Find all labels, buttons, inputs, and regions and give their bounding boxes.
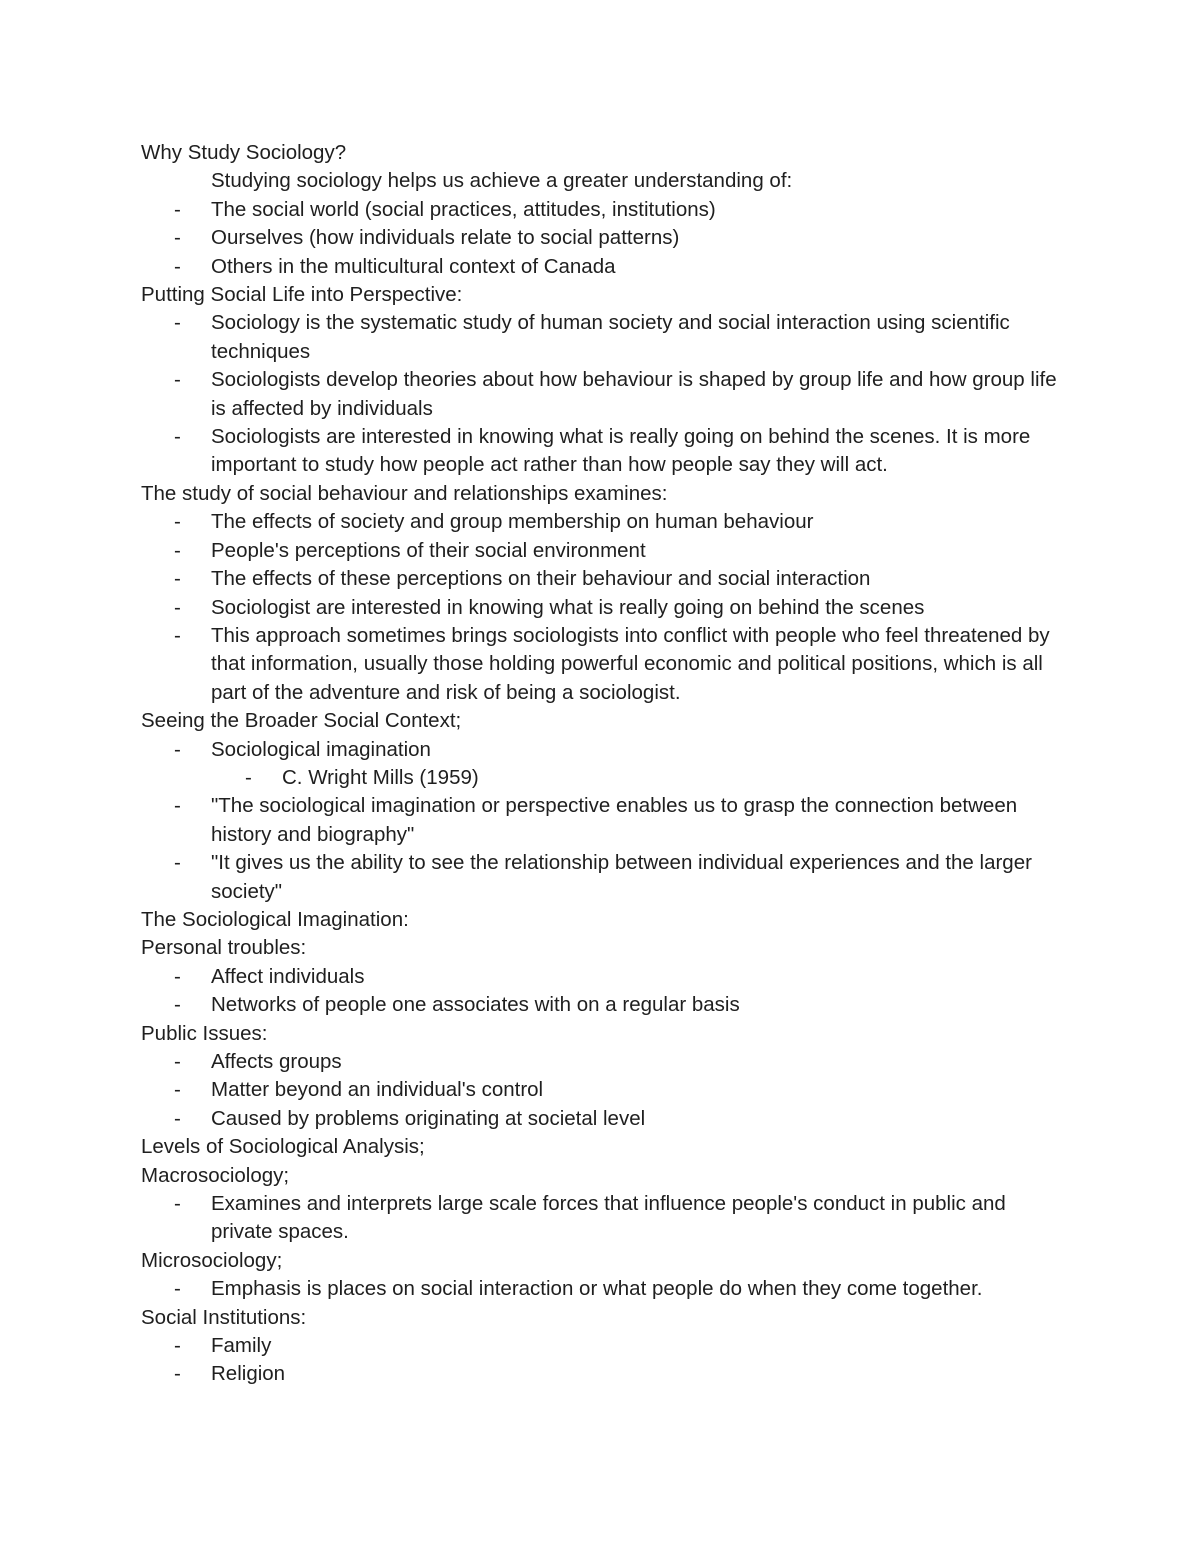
list-item-text: The effects of these perceptions on their behaviour and social interaction (211, 567, 871, 591)
sub-list-item (141, 764, 1071, 792)
list-item-text: C. Wright Mills (1959) (282, 765, 479, 789)
list-item (141, 622, 1071, 707)
list-item-text: Matter beyond an individual's control (211, 1078, 544, 1102)
bullet-dash: - (174, 254, 181, 278)
list-item (141, 537, 1071, 565)
list-item (141, 1190, 1071, 1247)
bullet-dash: - (174, 1106, 181, 1130)
bullet-dash: - (174, 425, 181, 449)
section-heading: Levels of Sociological Analysis; (141, 1135, 425, 1159)
list-item-text: This approach sometimes brings sociologists into conflict with people who feel threatened by that information, usually those holding powerful economic and political positions, which is all part of the adventure and risk of being a sociologist. (211, 623, 1050, 704)
bullet-dash: - (174, 851, 181, 875)
list-item (141, 963, 1071, 991)
list-item-text: Sociologists develop theories about how behaviour is shaped by group life and how group life is affected by individuals (211, 368, 1057, 420)
list-item (141, 224, 1071, 252)
list-item (141, 366, 1071, 423)
intro-line: Studying sociology helps us achieve a greater understanding of: (211, 169, 793, 193)
bullet-dash: - (174, 1334, 181, 1358)
list-item (141, 309, 1071, 366)
bullet-dash: - (174, 1362, 181, 1386)
bullet-dash: - (245, 765, 252, 789)
bullet-dash: - (174, 538, 181, 562)
list-item-text: Religion (211, 1362, 286, 1386)
section-heading: Public Issues: (141, 1021, 268, 1045)
list-item (141, 1076, 1071, 1104)
document-body (141, 139, 1071, 1389)
bullet-dash: - (174, 623, 181, 647)
list-item-text: Ourselves (how individuals relate to social patterns) (211, 226, 680, 250)
list-item-text: People's perceptions of their social environment (211, 538, 646, 562)
list-item (141, 1105, 1071, 1133)
section-heading: Putting Social Life into Perspective: (141, 283, 463, 307)
section-heading: Social Institutions: (141, 1305, 307, 1329)
bullet-dash: - (174, 197, 181, 221)
section-heading: Personal troubles: (141, 936, 307, 960)
list-item (141, 508, 1071, 536)
list-item (141, 849, 1071, 906)
bullet-dash: - (174, 794, 181, 818)
list-item-text: The social world (social practices, attitudes, institutions) (211, 197, 716, 221)
bullet-dash: - (174, 368, 181, 392)
list-item (141, 253, 1071, 281)
list-item (141, 594, 1071, 622)
bullet-dash: - (174, 964, 181, 988)
bullet-dash: - (174, 1050, 181, 1073)
list-item (141, 1360, 1071, 1388)
bullet-dash: - (174, 567, 181, 591)
bullet-dash: - (174, 311, 181, 335)
list-item (141, 736, 1071, 764)
list-item (141, 423, 1071, 480)
list-item (141, 1275, 1071, 1303)
section-heading: Microsociology; (141, 1248, 283, 1272)
bullet-dash: - (174, 1192, 181, 1216)
section-heading: Why Study Sociology? (141, 141, 347, 164)
list-item-text: "The sociological imagination or perspective enables us to grasp the connection between history and biography" (211, 794, 1018, 846)
list-item-text: "It gives us the ability to see the relationship between individual experiences and the larger society" (211, 851, 1032, 903)
list-item-text: Sociologist are interested in knowing what is really going on behind the scenes (211, 595, 925, 619)
list-item-text: Sociologists are interested in knowing what is really going on behind the scenes. It is more important to study how people act rather than how people say they will act. (211, 425, 1031, 477)
bullet-dash: - (174, 737, 181, 761)
section-heading: The study of social behaviour and relationships examines: (141, 481, 668, 505)
list-item-text: Affect individuals (211, 964, 365, 988)
list-item-text: Affects groups (211, 1050, 342, 1073)
list-item (141, 991, 1071, 1019)
bullet-dash: - (174, 226, 181, 250)
list-item-text: Others in the multicultural context of Canada (211, 254, 616, 278)
list-item-text: Family (211, 1334, 272, 1358)
section-heading: The Sociological Imagination: (141, 907, 409, 931)
section-heading: Seeing the Broader Social Context; (141, 709, 462, 733)
bullet-dash: - (174, 595, 181, 619)
list-item-text: Examines and interprets large scale forces that influence people's conduct in public and private spaces. (211, 1192, 1006, 1244)
list-item (141, 196, 1071, 224)
section-heading: Macrosociology; (141, 1163, 290, 1187)
list-item (141, 792, 1071, 849)
list-item-text: The effects of society and group membership on human behaviour (211, 510, 814, 534)
list-item-text: Sociological imagination (211, 737, 431, 761)
bullet-dash: - (174, 993, 181, 1017)
list-item (141, 1332, 1071, 1360)
list-item (141, 1048, 1071, 1076)
bullet-dash: - (174, 510, 181, 534)
list-item (141, 565, 1071, 593)
list-item-text: Networks of people one associates with on a regular basis (211, 993, 740, 1017)
list-item-text: Caused by problems originating at societal level (211, 1106, 646, 1130)
list-item-text: Emphasis is places on social interaction or what people do when they come together. (211, 1277, 983, 1301)
bullet-dash: - (174, 1277, 181, 1301)
bullet-dash: - (174, 1078, 181, 1102)
list-item-text: Sociology is the systematic study of human society and social interaction using scientific techniques (211, 311, 1010, 363)
